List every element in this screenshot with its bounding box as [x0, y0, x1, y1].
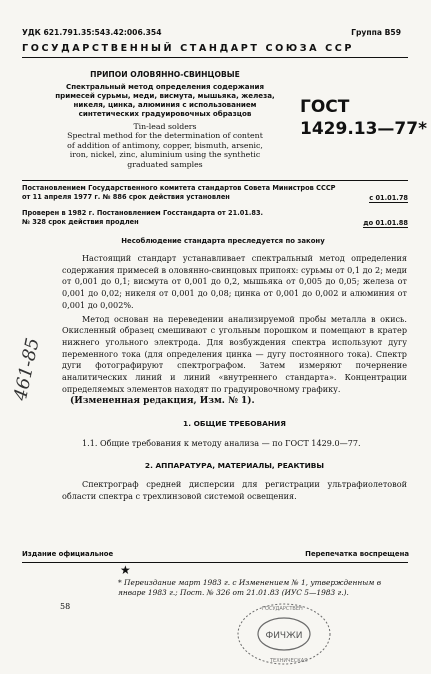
library-stamp	[232, 598, 332, 668]
paragraph-requirements: 1.1. Общие требования к методу анализа — по ГОСТ 1429.0—77.	[82, 437, 361, 448]
english-line: iron, nickel, zinc, aluminium using the synthetic	[69, 150, 261, 159]
decree-line-1: Постановлением Государственного комитета стандартов Совета Министров СССР	[22, 184, 336, 192]
paragraph-equipment: Спектрограф средней дисперсии для регистрации ультрафиолетовой области спектра с трехлинзовой системой освещения.	[62, 479, 407, 501]
reprint-prohibited-label: Перепечатка воспрещена	[305, 550, 409, 558]
svg-text:ФИЧЖИ: ФИЧЖИ	[265, 631, 303, 641]
paragraph-method: Метод основан на переведении анализируемой пробы металла в окись. Окисленный образец смешивают с угольным порошком и помещают в кратер нижнего угольного электрода. Для возбуждения спектра используют дугу переменного тока (для определения цинка — дугу постоянного тока). Спектр дуги фотографируют спектрографом. Затем измеряют почернение аналитических линий и линий «внутреннего стандарта». Концентрации определяемых элементов находят по градуировочному графику.	[62, 313, 407, 394]
gost-number: 1429.13—77*	[300, 119, 427, 139]
gos-standard-heading: ГОСУДАРСТВЕННЫЙ СТАНДАРТ СОЮЗА ССР	[22, 43, 355, 54]
english-line: Tin-lead solders	[133, 121, 197, 131]
decree-date-start: с 01.01.78	[369, 194, 408, 202]
title-rule	[22, 180, 408, 181]
gost-code	[300, 96, 427, 140]
subtitle-line: Спектральный метод определения содержания	[65, 81, 264, 91]
decree-line-2: от 11 апреля 1977 г. № 886 срок действия установлен	[22, 193, 230, 201]
gost-label: ГОСТ	[300, 97, 350, 117]
title-block	[40, 70, 290, 169]
decree-line-4: № 328 срок действия продлен	[22, 218, 139, 226]
svg-text:ТЕХНИЧЕСКАЯ: ТЕХНИЧЕСКАЯ	[270, 658, 308, 664]
section-1-heading: 1. ОБЩИЕ ТРЕБОВАНИЯ	[183, 419, 286, 429]
edition-note: (Измененная редакция, Изм. № 1).	[70, 396, 255, 407]
group-code: Группа В59	[351, 28, 401, 37]
official-edition-label: Издание официальное	[22, 550, 114, 558]
footer-rule	[22, 562, 408, 563]
title-subtitle	[40, 82, 290, 118]
footnote: * Переиздание март 1983 г. с Изменением № 1, утвержденным в январе 1983 г.; Пост. № 326 от 21.01.83 (ИУС 5—1983 г.).	[118, 578, 382, 597]
star-icon: ★	[120, 563, 131, 577]
subtitle-line: примесей сурьмы, меди, висмута, мышьяка, железа,	[55, 90, 275, 100]
page-number: 58	[60, 602, 71, 611]
english-line: of addition of antimony, copper, bismuth, arsenic,	[67, 140, 263, 150]
decree-line-3: Проверен в 1982 г. Постановлением Госстандарта от 21.01.83.	[22, 209, 264, 217]
subtitle-line: синтетических градуировочных образцов	[78, 108, 252, 118]
svg-text:ГОСУДАРСТВЕН: ГОСУДАРСТВЕН	[262, 606, 303, 612]
body-text	[62, 253, 407, 503]
udk-code: УДК 621.791.35:543.42:006.354	[22, 28, 162, 37]
title-english	[40, 122, 290, 170]
english-line: Spectral method for the determination of content	[67, 131, 263, 140]
legal-notice: Несоблюдение стандарта преследуется по закону	[121, 237, 325, 245]
paragraph-scope: Настоящий стандарт устанавливает спектральный метод определения содержания примесей в оловянно-свинцовых припоях: сурьмы от 0,1 до 2; меди от 0,001 до 0,1; висмута от 0,001 до 0,2, мышьяка от 0,005 до 0,05; железа от 0,001 до 0,02; никеля от 0,001 до 0,08; цинка от 0,001 до 0,002 и алюминия от 0,001 до 0,002%.	[62, 253, 407, 310]
title-main: ПРИПОИ ОЛОВЯННО-СВИНЦОВЫЕ	[90, 70, 240, 79]
decree-date-end: до 01.01.88	[363, 219, 408, 227]
header-rule	[22, 57, 408, 58]
subtitle-line: никеля, цинка, алюминия с использованием	[73, 99, 257, 109]
section-2-heading: 2. АППАРАТУРА, МАТЕРИАЛЫ, РЕАКТИВЫ	[144, 460, 325, 470]
handwritten-margin-note: 461-85	[10, 336, 44, 403]
english-line: graduated samples	[127, 159, 203, 169]
